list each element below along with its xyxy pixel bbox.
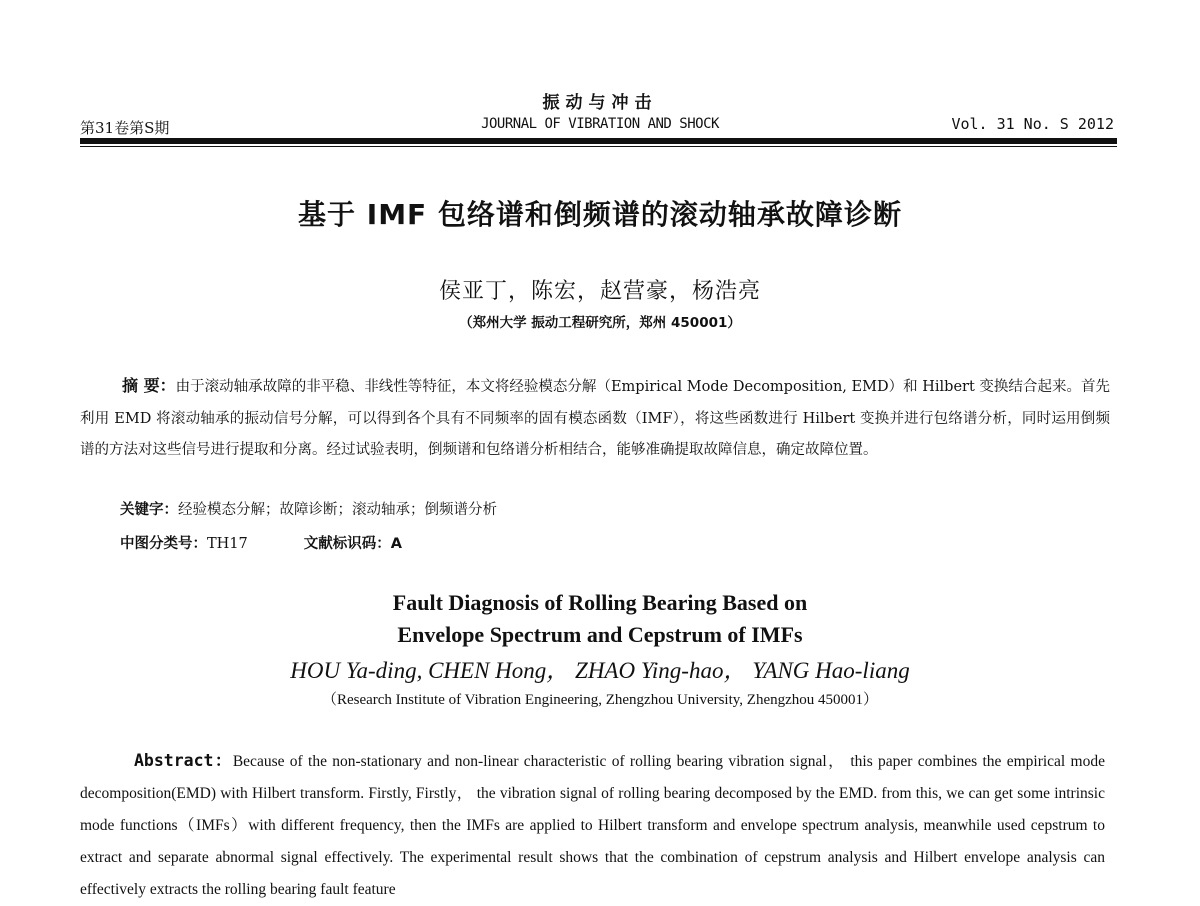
paper-title-cn: 基于 IMF 包络谱和倒频谱的滚动轴承故障诊断: [298, 198, 902, 231]
classification-line: [120, 532, 402, 553]
keywords-line: [120, 498, 497, 519]
keywords-text: 经验模态分解；故障诊断；滚动轴承；倒频谱分析: [178, 502, 497, 518]
journal-title-en: JOURNAL OF VIBRATION AND SHOCK: [481, 116, 719, 132]
header-rule-thick: [80, 138, 1117, 144]
keywords-label: 关键字：: [120, 502, 178, 518]
abstract-en-label: Abstract：: [134, 751, 233, 770]
abstract-en-text: Because of the non-stationary and non-linear characteristic of rolling bearing vibration signal， this paper combines the empirical mode decomposition(EMD) with Hilbert transform. Firstly, Firstly， the vibration signal of rolling bearing decomposed by the EMD. from this, we can get some intrinsic mode functions（IMFs）with different frequency, then the IMFs are applied to Hilbert transform and envelope spectrum analysis, meanwhile used cepstrum to extract and separate abnormal signal effectively. The experimental result shows that the combination of cepstrum analysis and Hilbert envelope analysis can effectively extracts the rolling bearing fault feature: [80, 753, 1105, 898]
abstract-cn: [80, 370, 1110, 467]
abstract-cn-text: 由于滚动轴承故障的非平稳、非线性等特征，本文将经验模态分解（Empirical Mode Decomposition, EMD）和 Hilbert 变换结合起来。首先利用 EMD 将滚动轴承的振动信号分解，可以得到各个具有不同频率的固有模态函数（IMF），将这些函数进行 Hilbert 变换并进行包络谱分析，同时运用倒频谱的方法对这些信号进行提取和分离。经过试验表明，倒频谱和包络谱分析相结合，能够准确提取故障信息，确定故障位置。: [80, 379, 1110, 458]
journal-title-cn: 振动与冲击: [542, 93, 658, 113]
paper-title-en-line2: Envelope Spectrum and Cepstrum of IMFs: [397, 622, 803, 647]
abstract-cn-label: 摘 要：: [122, 376, 176, 395]
clc-value: TH17: [207, 536, 248, 552]
affiliation-en: （Research Institute of Vibration Engineering, Zhengzhou University, Zhengzhou 450001）: [321, 692, 879, 708]
affiliation-cn: （郑州大学 振动工程研究所，郑州 450001）: [459, 315, 741, 331]
doc-code-value: A: [390, 536, 403, 552]
issue-label-cn: 第31卷第S期: [80, 119, 170, 137]
volume-label-en: Vol. 31 No. S 2012: [951, 115, 1114, 133]
authors-cn: 侯亚丁，陈宏，赵营豪，杨浩亮: [438, 279, 761, 304]
paper-title-en-line1: Fault Diagnosis of Rolling Bearing Based on: [392, 590, 808, 615]
authors-en: HOU Ya-ding, CHEN Hong， ZHAO Ying-hao， YANG Hao-liang: [290, 658, 910, 683]
header-rule-thin: [80, 146, 1117, 147]
clc-label: 中图分类号：: [120, 536, 207, 552]
doc-code-label: 文献标识码：: [303, 536, 391, 552]
abstract-en: [80, 745, 1105, 906]
